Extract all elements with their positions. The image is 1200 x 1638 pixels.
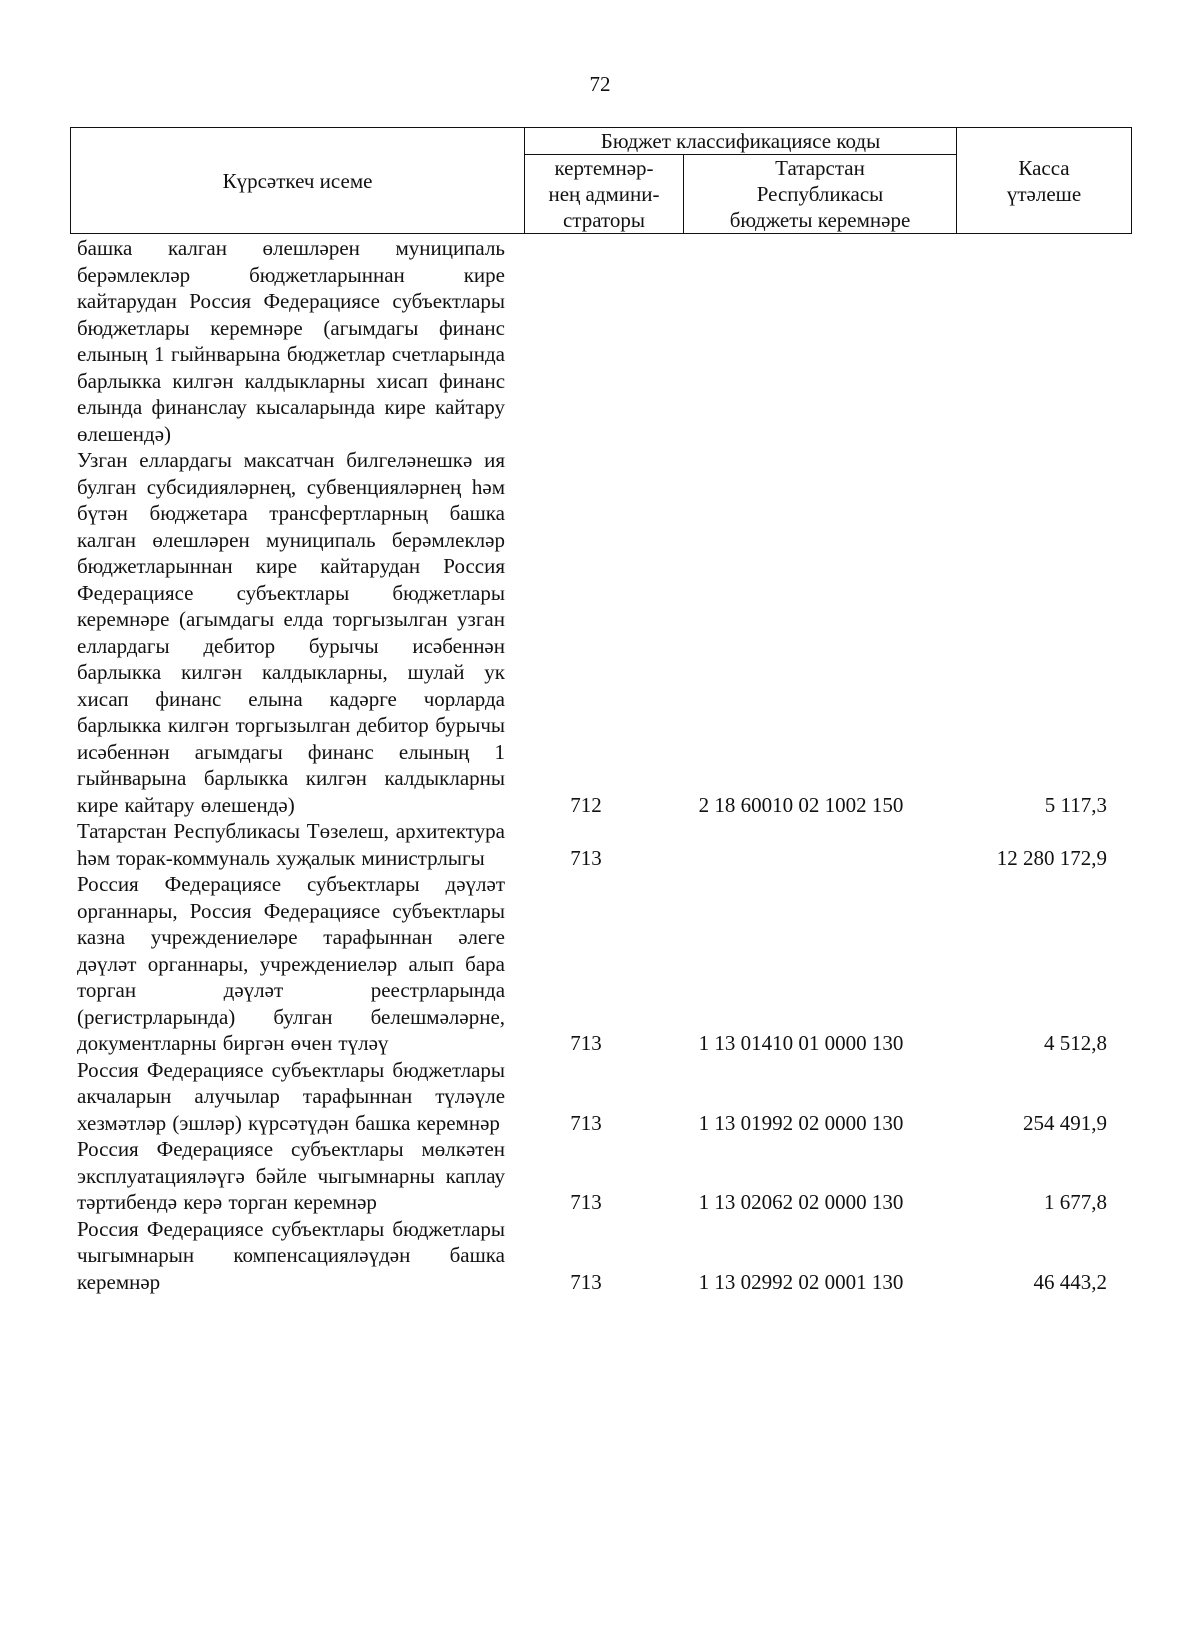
indicator-name: Россия Федерациясе субъектлары бюджетлары чыгымнарын компенсацияләүдән башка керемнәр (77, 1216, 506, 1294)
table-row (0, 1057, 1200, 1137)
indicator-name: Татарстан Республикасы Төзелеш, архитектура һәм торак-коммуналь хуҗалык министрлыгы (77, 819, 506, 870)
administrator-code: 713 (570, 1110, 602, 1135)
indicator-name: Россия Федерациясе субъектлары мөлкәтен эксплуатацияләүгә бәйле чыгымнарны каплау тәртибендә керә торган керемнәр (77, 1137, 506, 1214)
table-row (0, 235, 1200, 447)
table-header (70, 127, 1132, 234)
administrator-code: 713 (570, 845, 602, 870)
header-cash-execution: Касса үтәлеше (957, 128, 1132, 234)
table-row (0, 1136, 1200, 1216)
cash-execution-amount: 4 512,8 (1044, 1031, 1107, 1055)
indicator-name: Россия Федерациясе субъектлары бюджетлары акчаларын алучылар тарафыннан түләүле хезмәтләр (эшләр) күрсәтүдән башка керемнәр (77, 1057, 506, 1135)
cash-execution-amount: 1 677,8 (1044, 1190, 1107, 1214)
budget-revenue-code: 1 13 02062 02 0000 130 (698, 1190, 904, 1214)
header-revenue-administrators: кертемнәр- нең админи- страторы (525, 155, 684, 234)
cash-execution-amount: 254 491,9 (1023, 1110, 1107, 1135)
indicator-name: башка калган өлешләрен муниципаль берәмлекләр бюджетларыннан кире кайтарудан Россия Федерациясе субъектлары бюджетлары керемнәре (агымдагы финанс елының 1 гыйнварына бюджетлар счетларында барлыкка килгән калдыкларны хисап финанс елында финанслау кысаларында кире кайтару өлешендә) (77, 236, 506, 446)
budget-revenue-code: 1 13 01410 01 0000 130 (698, 1031, 904, 1055)
administrator-code: 713 (570, 1269, 602, 1294)
table-row (0, 447, 1200, 818)
indicator-name: Узган еллардагы максатчан билгеләнешкә ия булган субсидияләрнең, субвенцияләрнең һәм бүтән бюджетара трансфертларның башка калган өлешләрен муниципаль берәмлекләр бюджетларыннан кире кайтарудан Россия Федерациясе субъектлары бюджетлары керемнәре (агымдагы елда торгызылган узган еллардагы дебитор бурычы исәбеннән барлыкка килгән калдыкларны, шулай ук хисап финанс елына кадәрге чорларда барлыкка килгән торгызылган дебитор бурычы исәбеннән агымдагы финанс елының 1 гыйнварына барлыкка килгән калдыкларны кире кайтару өлешендә) (77, 448, 506, 817)
header-budget-revenue-code: Татарстан Республикасы бюджеты керемнәре (684, 155, 957, 234)
cash-execution-amount: 12 280 172,9 (996, 845, 1107, 870)
table-body (0, 235, 1200, 1295)
header-budget-classification-code: Бюджет классификациясе коды (525, 128, 957, 155)
administrator-code: 712 (570, 792, 602, 817)
administrator-code: 713 (570, 1031, 602, 1055)
budget-revenue-code: 2 18 60010 02 1002 150 (698, 792, 904, 817)
cash-execution-amount: 5 117,3 (1044, 792, 1107, 817)
administrator-code: 713 (570, 1190, 602, 1214)
table-row (0, 818, 1200, 871)
table-row (0, 871, 1200, 1057)
table-row (0, 1216, 1200, 1296)
cash-execution-amount: 46 443,2 (1033, 1269, 1107, 1294)
header-indicator-name: Күрсәткеч исеме (71, 128, 525, 234)
indicator-name: Россия Федерациясе субъектлары дәүләт органнары, Россия Федерациясе субъектлары казна учреждениеләре тарафыннан әлеге дәүләт органнары, учреждениеләр алып бара торган дәүләт реестрларында (регистрларында) булган белешмәләрне, документларны биргән өчен түләү (77, 872, 506, 1055)
budget-revenue-code: 1 13 02992 02 0001 130 (698, 1269, 904, 1294)
page-number: 72 (589, 72, 611, 96)
budget-revenue-code: 1 13 01992 02 0000 130 (698, 1110, 904, 1135)
